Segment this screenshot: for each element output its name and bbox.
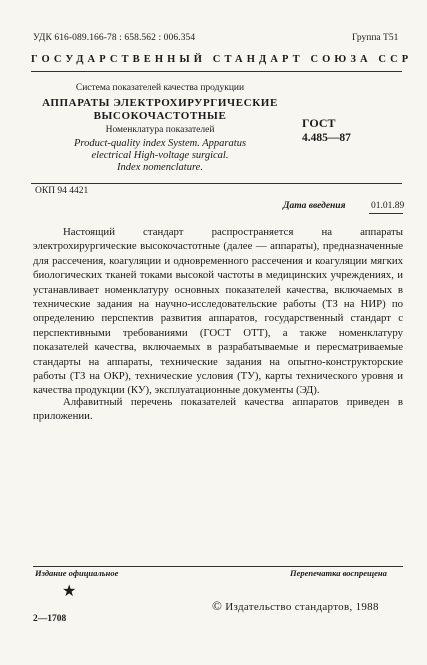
state-standard-heading: ГОСУДАРСТВЕННЫЙ СТАНДАРТ СОЮЗА ССР (31, 54, 413, 65)
gost-label: ГОСТ (302, 116, 336, 130)
copyright-text: Издательство стандартов, 1988 (225, 601, 379, 613)
body-paragraph-index: Алфавитный перечень показателей качества аппаратов приведен в приложении. (33, 396, 403, 423)
official-edition-note: Издание официальное (35, 568, 119, 578)
document-title-line1: АППАРАТЫ ЭЛЕКТРОХИРУРГИЧЕСКИЕ (42, 97, 278, 109)
title-divider (31, 183, 402, 184)
okp-code: ОКП 94 4421 (35, 186, 89, 196)
reprint-prohibited-note: Перепечатка воспрещена (290, 568, 387, 578)
copyright-line (212, 598, 379, 614)
document-title-line2: ВЫСОКОЧАСТОТНЫЕ (93, 110, 227, 122)
page-number: 2—1708 (33, 614, 67, 624)
body-paragraph-scope: Настоящий стандарт распространяется на аппараты электрохирургические высокочастотные (далее — аппараты), предназначенные для рассечения, коагуляции и одновременного рассечения и коагуляции мягких биологических тканей токами высокой частоты в медицинских учреждениях, и устанавливает номенклатуру основных показателей качества, включаемых в технические задания на научно-исследовательские работы (ТЗ на НИР) по определению перспектив развития аппаратов, государственный стандарт с перспективными требованиями (ГОСТ ОТТ), а также номенклатуру показателей качества, включаемых в разрабатываемые и пересматриваемые стандарты на аппараты, технические задания на опытно-конструкторские работы (ТЗ на ОКР), технические условия (ТУ), карты технического уровня и качества продукции (КУ), эксплуатационные документы (ЭД). (33, 226, 403, 397)
effective-date-value: 01.01.89 (371, 201, 405, 211)
star-icon: ★ (62, 583, 77, 600)
english-title-line1: Product-quality index System. Apparatus (73, 138, 247, 149)
effective-date-underline (369, 213, 403, 214)
footer-divider (33, 566, 403, 567)
udk-code: УДК 616-089.166-78 : 658.562 : 006.354 (33, 33, 196, 43)
english-title-line2: electrical High-voltage surgical. (91, 150, 229, 161)
nomenclature-subtitle: Номенклатура показателей (105, 125, 215, 135)
copyright-icon: © (212, 598, 223, 613)
system-line: Система показателей качества продукции (75, 83, 245, 93)
english-title-line3: Index nomenclature. (117, 162, 203, 173)
header-divider (31, 71, 402, 72)
group-code: Группа Т51 (352, 33, 399, 43)
effective-date-label: Дата введения (283, 201, 346, 211)
gost-number: 4.485—87 (302, 132, 351, 144)
